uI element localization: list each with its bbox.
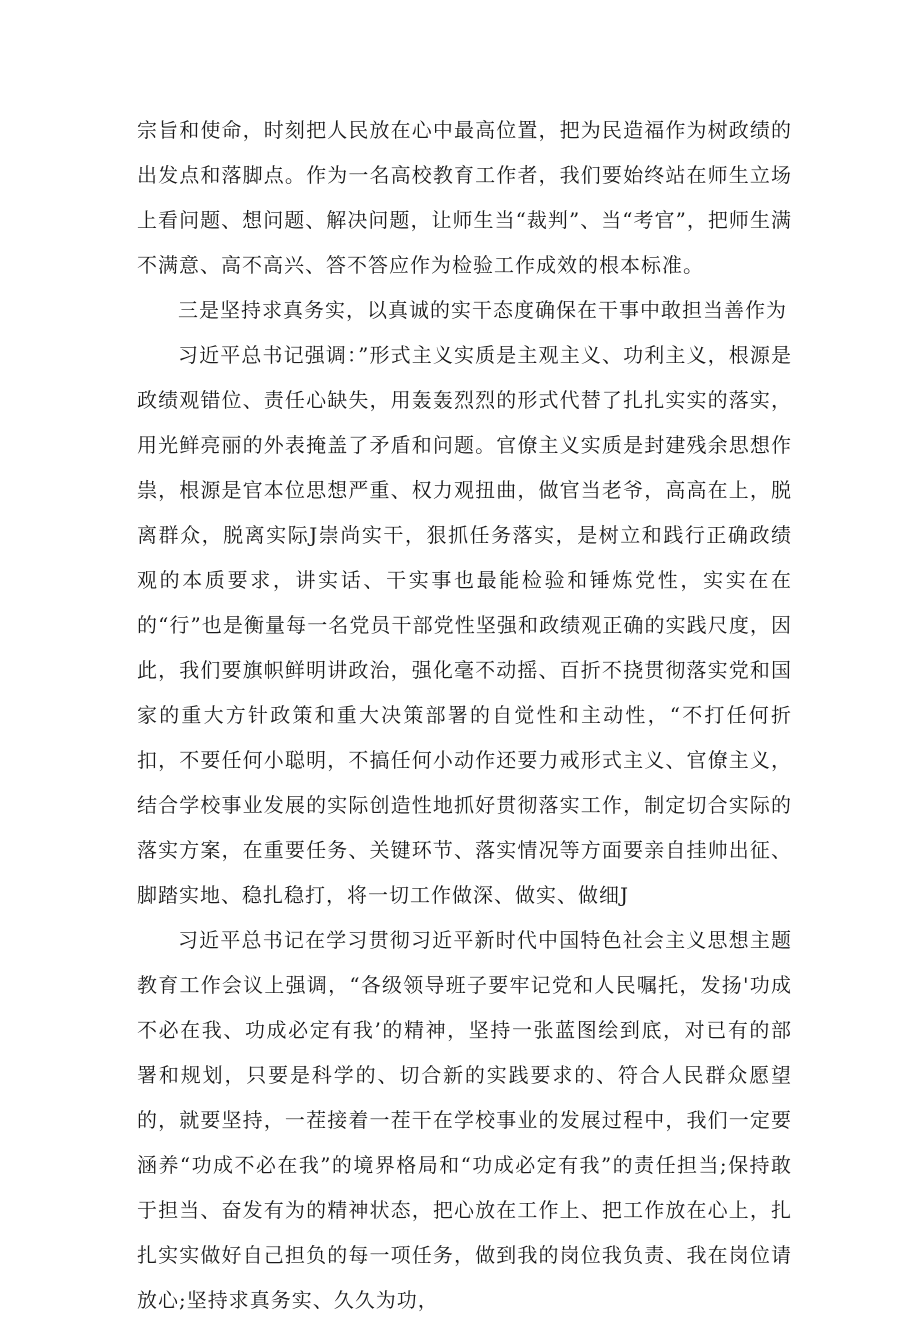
paragraph: 习近平总书记在学习贯彻习近平新时代中国特色社会主义思想主题教育工作会议上强调，“各级领导班子要牢记党和人民嘱托，发扬'功成不必在我、功成必定有我’的精神，坚持一张蓝图绘到底，对已有的部署和规划，只要是科学的、切合新的实践要求的、符合人民群众愿望的，就要坚持，一茬接着一茬干在学校事业的发展过程中，我们一定要涵养“功成不必在我”的境界格局和“功成必定有我”的责任担当;保持敢于担当、奋发有为的精神状态，把心放在工作上、把工作放在心上，扎扎实实做好自己担负的每一项任务，做到我的岗位我负责、我在岗位请放心;坚持求真务实、久久为功，	[137, 928, 792, 1312]
section-heading: 三是坚持求真务实，以真诚的实干态度确保在干事中敢担当善作为	[178, 298, 787, 322]
paragraph-continuation: 宗旨和使命，时刻把人民放在心中最高位置，把为民造福作为树政绩的出发点和落脚点。作为一名高校教育工作者，我们要始终站在师生立场上看问题、想问题、解决问题，让师生当“裁判”、当“考官”，把师生满不满意、高不高兴、答不答应作为检验工作成效的根本标准。	[137, 118, 792, 277]
paragraph: 习近平总书记强调：”形式主义实质是主观主义、功利主义，根源是政绩观错位、责任心缺失，用轰轰烈烈的形式代替了扎扎实实的落实，用光鲜亮丽的外表掩盖了矛盾和问题。官僚主义实质是封建残余思想作祟，根源是官本位思想严重、权力观扭曲，做官当老爷，高高在上，脱离群众，脱离实际J崇尚实干，狠抓任务落实，是树立和践行正确政绩观的本质要求，讲实话、干实事也最能检验和锤炼党性，实实在在的“行”也是衡量每一名党员干部党性坚强和政绩观正确的实践尺度，因此，我们要旗帜鲜明讲政治，强化毫不动摇、百折不挠贯彻落实党和国家的重大方针政策和重大决策部署的自觉性和主动性，“不打任何折扣，不要任何小聪明，不搞任何小动作还要力戒形式主义、官僚主义，结合学校事业发展的实际创造性地抓好贯彻落实工作，制定切合实际的落实方案，在重要任务、关键环节、落实情况等方面要亲自挂帅出征、脚踏实地、稳扎稳打，将一切工作做深、做实、做细J	[137, 343, 792, 907]
document-body	[137, 108, 792, 1323]
